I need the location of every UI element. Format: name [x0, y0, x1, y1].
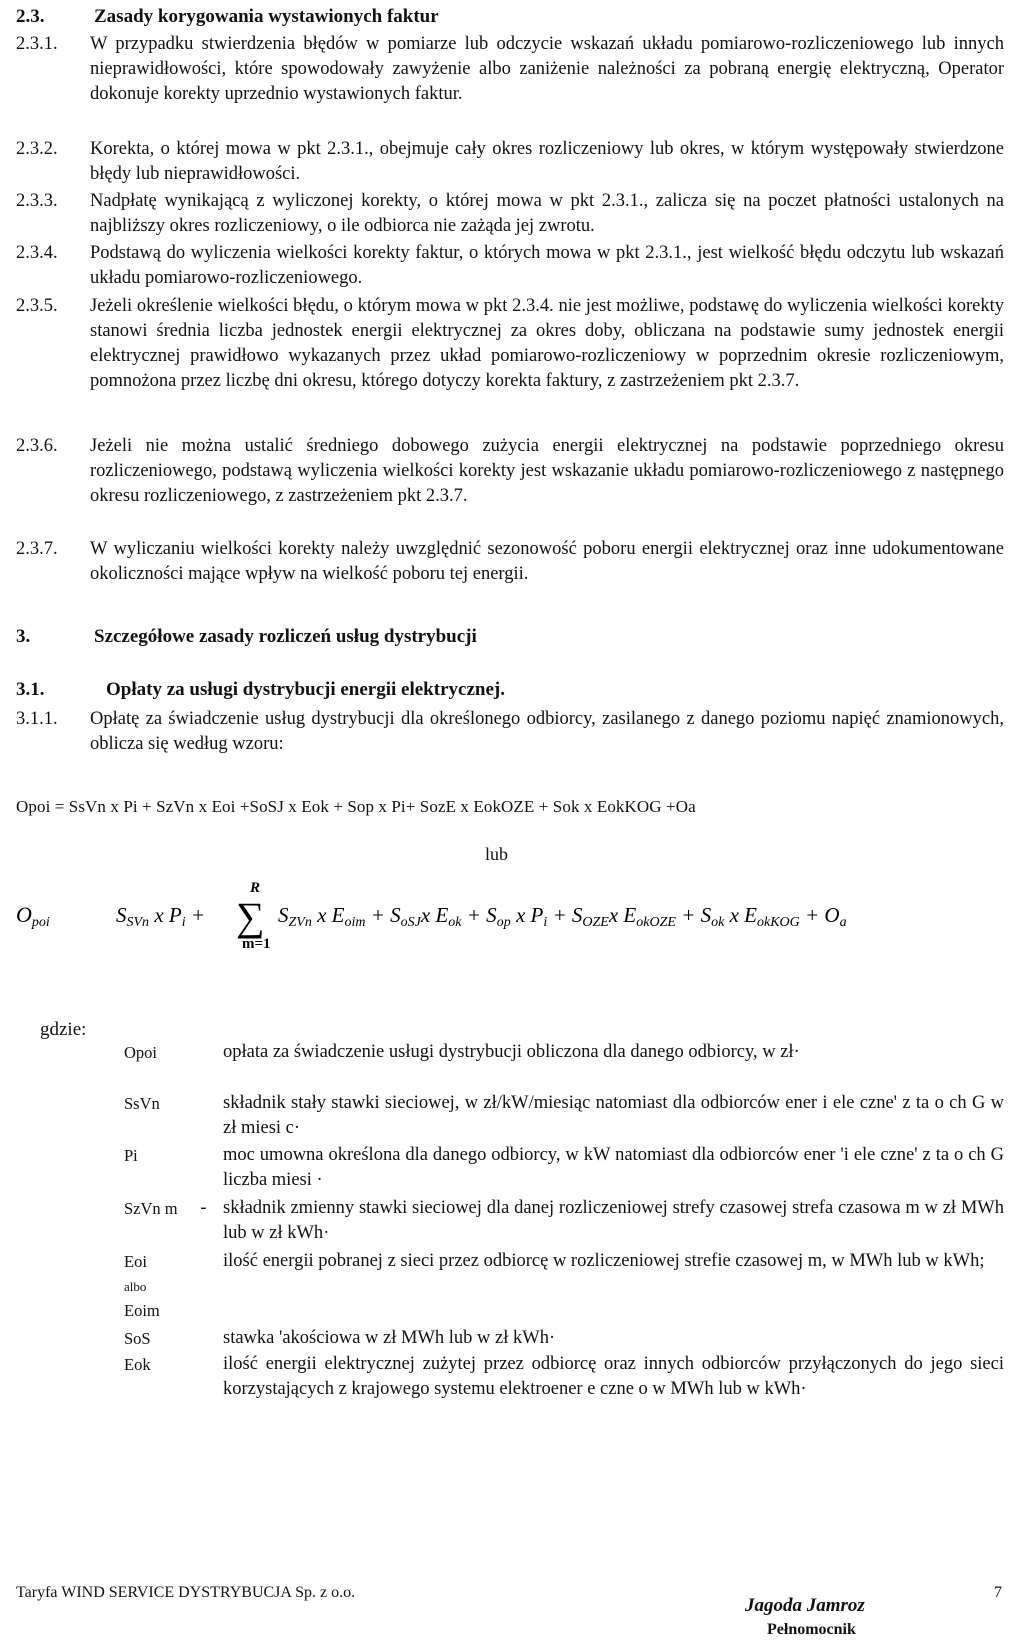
definition-text: opłata za świadczenie usługi dystrybucji obliczona dla danego odbiorcy, w zł·	[223, 1042, 800, 1062]
definition-symbol: Opoi	[124, 1043, 157, 1062]
definition-row	[124, 1352, 1004, 1402]
definition-symbol: Eoim	[124, 1301, 160, 1320]
definition-dash	[184, 1298, 223, 1323]
paragraph-number: 3.1.1.	[16, 709, 58, 729]
svg-text:SZVn x Eoim + SoSJx Eok + Sop: SZVn x Eoim + SoSJx Eok + Sop x Pi + SOZEx EokOZE + Sok x EokKOG + Oa	[278, 903, 847, 930]
paragraph-text: W przypadku stwierdzenia błędów w pomiarze lub odczycie wskazań układu pomiarowo-rozliczeniowego lub innych nieprawidłowości, które spowodowały zawyżenie albo zaniżenie należności za pobraną energię elektryczną, Operator dokonuje korekty uprzednio wystawionych faktur.	[90, 34, 1004, 104]
definition-symbol: albo	[124, 1279, 147, 1294]
definition-row	[124, 1040, 1004, 1065]
section-number: 3.1.	[16, 679, 45, 700]
signature-role: Pełnomocnik	[767, 1621, 856, 1638]
definition-text: moc umowna określona dla danego odbiorcy, w kW natomiast dla odbiorców ener 'i ele czne' z ta o ch G liczba miesi ·	[223, 1145, 1004, 1190]
paragraph-text: Jeżeli określenie wielkości błędu, o którym mowa w pkt 2.3.4. nie jest możliwe, podstawę do wyliczenia wielkości korekty stanowi średnia liczba jednostek energii elektrycznej za okres doby, obliczana na podstawie sumy jednostek energii elektrycznej prawidłowo wykazanych przez układ pomiarowo-rozliczeniowy w poprzednim okresie rozliczeniowym, pomnożona przez liczbę dni okresu, którego dotyczy korekta faktury, z zastrzeżeniem pkt 2.3.7.	[90, 296, 1004, 391]
definition-dash	[184, 1352, 223, 1402]
formula-lhs: Opoi	[16, 902, 50, 930]
definition-row	[124, 1274, 1004, 1299]
section-2-3-heading	[16, 4, 439, 29]
definition-text	[223, 1274, 1004, 1299]
definition-text: ilość energii elektrycznej zużytej przez odbiorcę oraz innych odbiorców przyłączonych do jego sieci korzystających z krajowego systemu elektroener e czne o w MWh lub w kWh·	[223, 1354, 1004, 1399]
section-title: Opłaty za usługi dystrybucji energii elektrycznej.	[106, 679, 505, 700]
footer-company: Taryfa WIND SERVICE DYSTRYBUCJA Sp. z o.o.	[16, 1584, 356, 1601]
section-3-1-heading	[16, 677, 505, 702]
definition-text	[223, 1298, 1004, 1323]
signature-name: Jagoda Jamroz	[745, 1595, 865, 1616]
formula-alternative-label: lub	[485, 844, 509, 864]
paragraph-2-3-2	[16, 137, 1004, 187]
definition-dash: -	[200, 1198, 207, 1218]
paragraph-number: 2.3.6.	[16, 436, 58, 456]
definition-dash	[184, 1274, 223, 1299]
definition-symbol: SoS	[124, 1329, 151, 1348]
definition-row	[124, 1091, 1004, 1141]
section-3-heading	[16, 624, 477, 649]
paragraph-2-3-4	[16, 241, 1004, 291]
paragraph-text: Nadpłatę wynikającą z wyliczonej korekty, o której mowa w pkt 2.3.1., zalicza się na poczet płatności ustalonych na najbliższy okres rozliczeniowy, o ile odbiorca nie zażąda jej zwrotu.	[90, 191, 1004, 236]
sum-symbol: ∑	[236, 894, 265, 939]
definition-dash	[184, 1326, 223, 1351]
sum-upper-limit: R	[250, 880, 261, 896]
definition-dash	[184, 1249, 223, 1274]
definitions-intro: gdzie:	[40, 1019, 87, 1040]
paragraph-number: 2.3.5.	[16, 296, 58, 316]
paragraph-text: Jeżeli nie można ustalić średniego dobowego zużycia energii elektrycznej na podstawie poprzedniego okresu rozliczeniowego, podstawą wyliczenia wielkości korekty jest wskazanie układu pomiarowo-rozliczeniowego z następnego okresu rozliczeniowego, z zastrzeżeniem pkt 2.3.7.	[90, 436, 1004, 506]
paragraph-2-3-1	[16, 32, 1004, 107]
paragraph-text: W wyliczaniu wielkości korekty należy uwzględnić sezonowość poboru energii elektrycznej oraz inne udokumentowane okoliczności mające wpływ na wielkość poboru tej energii.	[90, 539, 1004, 584]
definition-text: składnik zmienny stawki sieciowej dla danej rozliczeniowej strefy czasowej strefa czasowa m w zł MWh lub w zł kWh·	[223, 1198, 1004, 1243]
formula-summation	[16, 868, 1016, 948]
paragraph-text: Opłatę za świadczenie usług dystrybucji dla określonego odbiorcy, zasilanego z danego poziomu napięć znamionowych, oblicza się według wzoru:	[90, 709, 1004, 754]
paragraph-2-3-7	[16, 537, 1004, 587]
section-number: 3.	[16, 626, 31, 647]
paragraph-number: 2.3.7.	[16, 539, 58, 559]
definition-symbol: Eoi	[124, 1252, 147, 1271]
definition-row	[124, 1143, 1004, 1193]
definition-row	[124, 1326, 1004, 1351]
definition-row	[124, 1196, 1004, 1246]
definition-text: składnik stały stawki sieciowej, w zł/kW/miesiąc natomiast dla odbiorców ener i ele czne' z ta o ch G w zł miesi c·	[223, 1093, 1004, 1138]
definition-symbol: Eok	[124, 1355, 151, 1374]
formula-plain: Opoi = SsVn x Pi + SzVn x Eoi +SoSJ x Eok + Sop x Pi+ SozE x EokOZE + Sok x EokKOG +Oa	[16, 797, 696, 816]
page-number: 7	[994, 1584, 1002, 1601]
definition-symbol: SsVn	[124, 1094, 160, 1113]
definition-row	[124, 1298, 1004, 1323]
paragraph-number: 2.3.3.	[16, 191, 58, 211]
definition-symbol: SzVn m	[124, 1199, 178, 1218]
section-title: Zasady korygowania wystawionych faktur	[94, 6, 439, 27]
paragraph-3-1-1	[16, 707, 1004, 757]
paragraph-number: 2.3.1.	[16, 34, 58, 54]
definition-dash	[184, 1091, 223, 1141]
svg-text:SSVn x Pi +: SSVn x Pi +	[116, 903, 206, 930]
definition-text: ilość energii pobranej z sieci przez odbiorcę w rozliczeniowej strefie czasowej m, w MWh lub w kWh;	[223, 1251, 985, 1271]
paragraph-number: 2.3.4.	[16, 243, 58, 263]
definition-text: stawka 'akościowa w zł MWh lub w zł kWh·	[223, 1328, 556, 1348]
definition-symbol: Pi	[124, 1146, 138, 1165]
section-number: 2.3.	[16, 6, 45, 27]
paragraph-2-3-5	[16, 294, 1004, 394]
definition-row	[124, 1249, 1004, 1274]
paragraph-2-3-6	[16, 434, 1004, 509]
section-title: Szczegółowe zasady rozliczeń usług dystrybucji	[94, 626, 477, 647]
paragraph-number: 2.3.2.	[16, 139, 58, 159]
sum-lower-limit: m=1	[242, 936, 271, 948]
definition-dash	[184, 1143, 223, 1193]
paragraph-text: Korekta, o której mowa w pkt 2.3.1., obejmuje cały okres rozliczeniowy lub okres, w którym występowały stwierdzone błędy lub nieprawidłowości.	[90, 139, 1004, 184]
definition-dash	[184, 1040, 223, 1065]
paragraph-2-3-3	[16, 189, 1004, 239]
paragraph-text: Podstawą do wyliczenia wielkości korekty faktur, o których mowa w pkt 2.3.1., jest wielkość błędu odczytu lub wskazań układu pomiarowo-rozliczeniowego.	[90, 243, 1004, 288]
